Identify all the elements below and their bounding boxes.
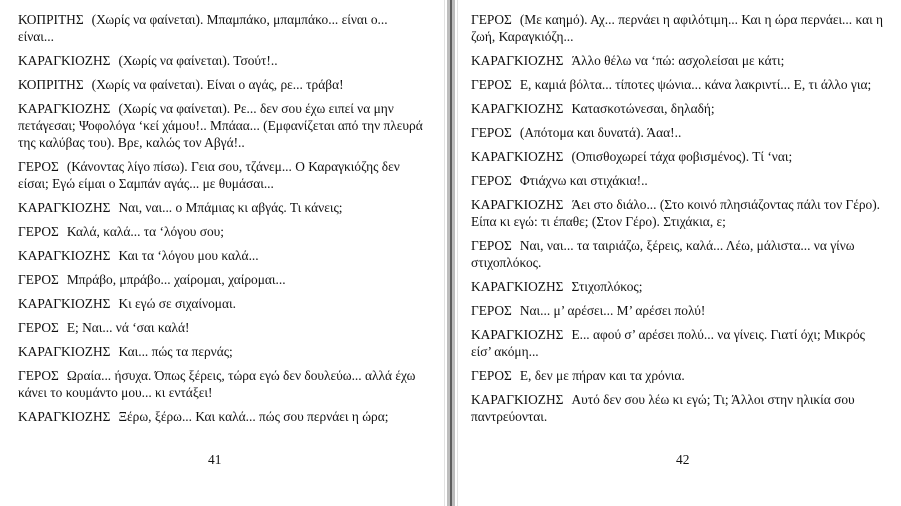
page-content [471, 11, 888, 432]
speaker-name: ΓΕΡΟΣ [18, 224, 59, 239]
speaker-name: ΚΟΠΡΙΤΗΣ [18, 77, 84, 92]
dialogue-text: Κι εγώ σε σιχαίνομαι. [118, 296, 236, 311]
speaker-name: ΓΕΡΟΣ [471, 303, 512, 318]
gutter-center-line [450, 0, 452, 506]
dialogue-line [471, 76, 888, 93]
page-content [18, 11, 423, 432]
dialogue-text: Ε... αφού σ’ αρέσει πολύ... να γίνεις. Γιατί όχι; Μικρός είσ’ ακόμη... [471, 327, 865, 359]
dialogue-line [471, 237, 888, 271]
dialogue-line [18, 199, 423, 216]
speaker-name: ΚΑΡΑΓΚΙΟΖΗΣ [471, 279, 564, 294]
dialogue-text: Ξέρω, ξέρω... Και καλά... πώς σου περνάει η ώρα; [118, 409, 389, 424]
dialogue-text: Άει στο διάλο... (Στο κοινό πλησιάζοντας πάλι τον Γέρο). Είπα κι εγώ: τι έπαθε; (Στον Γέρο). Στιχάκια, ε; [471, 197, 881, 229]
speaker-name: ΚΑΡΑΓΚΙΟΖΗΣ [471, 149, 564, 164]
dialogue-text: (Χωρίς να φαίνεται). Μπαμπάκο, μπαμπάκο... είναι ο... είναι... [18, 12, 388, 44]
dialogue-line [18, 100, 423, 151]
speaker-name: ΚΑΡΑΓΚΙΟΖΗΣ [18, 101, 111, 116]
dialogue-text: Άλλο θέλω να ‘πώ: ασχολείσαι με κάτι; [571, 53, 785, 68]
dialogue-text: Και τα ‘λόγου μου καλά... [118, 248, 259, 263]
dialogue-line [18, 367, 423, 401]
speaker-name: ΓΕΡΟΣ [471, 12, 512, 27]
speaker-name: ΚΑΡΑΓΚΙΟΖΗΣ [18, 296, 111, 311]
dialogue-line [18, 343, 423, 360]
page-gutter-divider [444, 0, 458, 506]
dialogue-text: (Χωρίς να φαίνεται). Ρε... δεν σου έχω ειπεί να μην πετάγεσαι; Ψοφολόγα ‘κεί χάμου!.. Μπάαα... (Εμφανίζεται από την πλευρά της καλύβας του). Βρε, καλώς τον Αβγά!.. [18, 101, 423, 150]
dialogue-text: Και... πώς τα περνάς; [118, 344, 233, 359]
speaker-name: ΓΕΡΟΣ [471, 77, 512, 92]
speaker-name: ΓΕΡΟΣ [18, 159, 59, 174]
dialogue-line [471, 326, 888, 360]
dialogue-line [18, 247, 423, 264]
page-number: 42 [676, 452, 690, 467]
speaker-name: ΚΑΡΑΓΚΙΟΖΗΣ [471, 53, 564, 68]
dialogue-line [471, 391, 888, 425]
dialogue-line [471, 172, 888, 189]
speaker-name: ΚΑΡΑΓΚΙΟΖΗΣ [18, 344, 111, 359]
dialogue-line [471, 100, 888, 117]
dialogue-text: Στιχοπλόκος; [571, 279, 643, 294]
speaker-name: ΚΑΡΑΓΚΙΟΖΗΣ [471, 327, 564, 342]
dialogue-line [471, 11, 888, 45]
page-number: 41 [208, 452, 222, 467]
gutter-edge-left [444, 0, 445, 506]
dialogue-line [471, 278, 888, 295]
speaker-name: ΓΕΡΟΣ [18, 368, 59, 383]
speaker-name: ΓΕΡΟΣ [471, 238, 512, 253]
dialogue-line [471, 302, 888, 319]
dialogue-line [18, 271, 423, 288]
dialogue-text: Καλά, καλά... τα ‘λόγου σου; [66, 224, 225, 239]
dialogue-line [471, 124, 888, 141]
dialogue-line [18, 295, 423, 312]
dialogue-line [18, 158, 423, 192]
dialogue-line [18, 11, 423, 45]
dialogue-text: (Κάνοντας λίγο πίσω). Γεια σου, τζάνεμ... Ο Καραγκιόζης δεν είσαι; Εγώ είμαι ο Σαμπάν αγάς... με θυμάσαι... [18, 159, 400, 191]
dialogue-text: Ναι... μ’ αρέσει... Μ’ αρέσει πολύ! [519, 303, 706, 318]
page-left [0, 0, 444, 506]
dialogue-text: Ναι, ναι... ο Μπάμιας κι αβγάς. Τι κάνεις; [118, 200, 343, 215]
speaker-name: ΚΑΡΑΓΚΙΟΖΗΣ [471, 197, 564, 212]
dialogue-text: Αυτό δεν σου λέω κι εγώ; Τι; Άλλοι στην ηλικία σου παντρεύονται. [471, 392, 855, 424]
speaker-name: ΓΕΡΟΣ [18, 272, 59, 287]
dialogue-line [471, 196, 888, 230]
speaker-name: ΚΑΡΑΓΚΙΟΖΗΣ [18, 53, 111, 68]
dialogue-text: Ε, δεν με πήραν και τα χρόνια. [519, 368, 685, 383]
speaker-name: ΓΕΡΟΣ [18, 320, 59, 335]
dialogue-line [18, 319, 423, 336]
dialogue-line [471, 148, 888, 165]
speaker-name: ΚΑΡΑΓΚΙΟΖΗΣ [18, 248, 111, 263]
speaker-name: ΓΕΡΟΣ [471, 125, 512, 140]
dialogue-line [18, 408, 423, 425]
dialogue-text: (Χωρίς να φαίνεται). Είναι ο αγάς, ρε... τράβα! [91, 77, 344, 92]
speaker-name: ΚΟΠΡΙΤΗΣ [18, 12, 84, 27]
dialogue-text: Κατασκοτώνεσαι, δηλαδή; [571, 101, 715, 116]
dialogue-line [18, 52, 423, 69]
dialogue-line [18, 76, 423, 93]
speaker-name: ΓΕΡΟΣ [471, 173, 512, 188]
speaker-name: ΚΑΡΑΓΚΙΟΖΗΣ [18, 200, 111, 215]
dialogue-text: Ναι, ναι... τα ταιριάζω, ξέρεις, καλά... Λέω, μάλιστα... να γίνω στιχοπλόκος. [471, 238, 855, 270]
speaker-name: ΚΑΡΑΓΚΙΟΖΗΣ [471, 392, 564, 407]
dialogue-text: Ε; Ναι... νά ‘σαι καλά! [66, 320, 190, 335]
dialogue-text: Ωραία... ήσυχα. Όπως ξέρεις, τώρα εγώ δεν δουλεύω... αλλά έχω κάνει το κουμάντο μου... κι εντάξει! [18, 368, 416, 400]
speaker-name: ΓΕΡΟΣ [471, 368, 512, 383]
page-right [458, 0, 901, 506]
speaker-name: ΚΑΡΑΓΚΙΟΖΗΣ [471, 101, 564, 116]
dialogue-text: Μπράβο, μπράβο... χαίρομαι, χαίρομαι... [66, 272, 286, 287]
dialogue-line [471, 52, 888, 69]
dialogue-text: Ε, καμιά βόλτα... τίποτες ψώνια... κάνα λακριντί... Ε, τι άλλο για; [519, 77, 872, 92]
dialogue-line [471, 367, 888, 384]
dialogue-text: (Οπισθοχωρεί τάχα φοβισμένος). Τί ‘ναι; [571, 149, 793, 164]
dialogue-text: (Χωρίς να φαίνεται). Τσούτ!.. [118, 53, 278, 68]
dialogue-line [18, 223, 423, 240]
speaker-name: ΚΑΡΑΓΚΙΟΖΗΣ [18, 409, 111, 424]
dialogue-text: Φτιάχνω και στιχάκια!.. [519, 173, 648, 188]
dialogue-text: (Απότομα και δυνατά). Άαα!.. [519, 125, 682, 140]
dialogue-text: (Με καημό). Αχ... περνάει η αφιλότιμη... Και η ώρα περνάει... και η ζωή, Καραγκιόζη... [471, 12, 884, 44]
